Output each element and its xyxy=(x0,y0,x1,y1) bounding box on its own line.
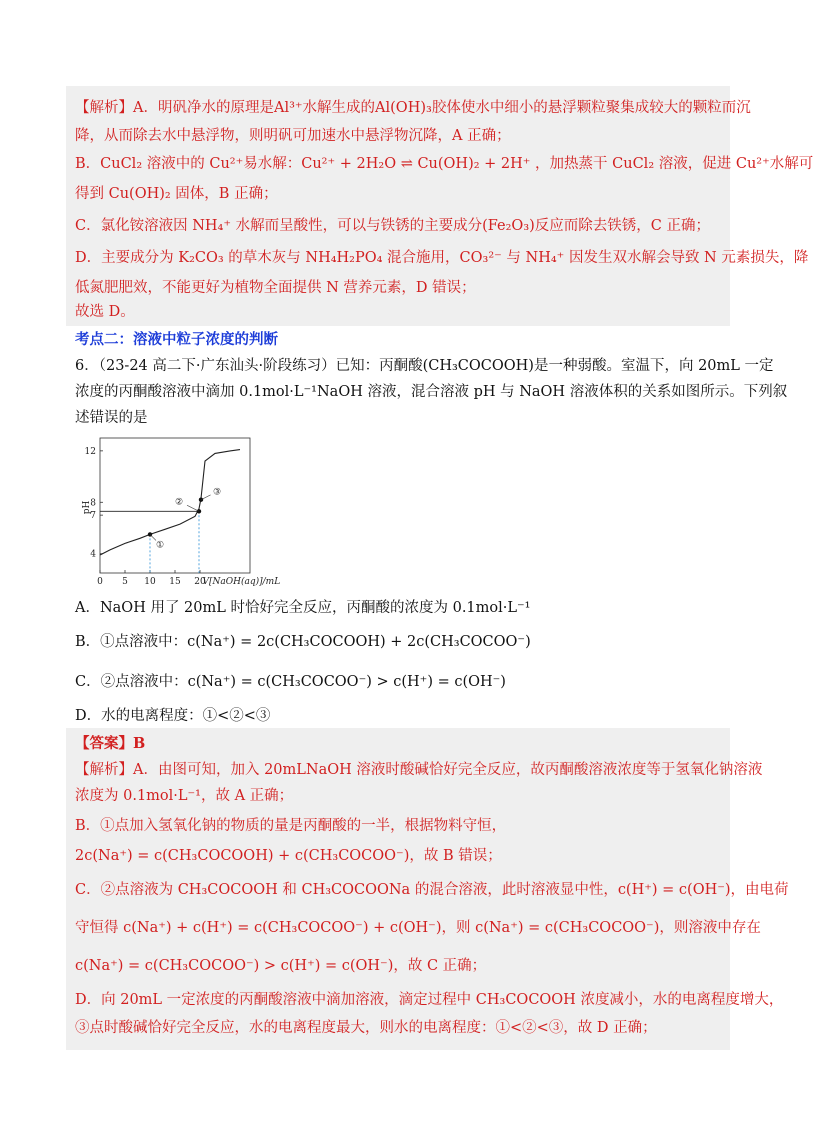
y-tick-label-0: 4 xyxy=(90,549,96,560)
analysis2-line-1: 【解析】A．由图可知，加入 20mLNaOH 溶液时酸碱恰好完全反应，故丙酮酸溶液浓度等于氢氧化钠溶液 xyxy=(75,762,763,778)
analysis1-line-1: 【解析】A．明矾净水的原理是Al³⁺水解生成的Al(OH)₃胶体使水中细小的悬浮颗粒聚集成较大的颗粒而沉 xyxy=(75,100,751,116)
point-leader-3 xyxy=(201,495,211,500)
option-c: C．②点溶液中：c(Na⁺) = c(CH₃COCOO⁻) > c(H⁺) = c(OH⁻) xyxy=(75,674,506,690)
titration-curve xyxy=(100,450,240,555)
analysis1-line-2: 降，从而除去水中悬浮物，则明矾可加速水中悬浮物沉降，A 正确； xyxy=(75,128,511,144)
x-tick-label-3: 15 xyxy=(169,577,181,587)
analysis2-line-6: 守恒得 c(Na⁺) + c(H⁺) = c(CH₃COCOO⁻) + c(OH⁻)，则 c(Na⁺) = c(CH₃COCOO⁻)，则溶液中存在 xyxy=(75,920,761,936)
analysis1-line-3: B．CuCl₂ 溶液中的 Cu²⁺易水解：Cu²⁺ + 2H₂O ⇌ Cu(OH)₂ + 2H⁺ ，加热蒸干 CuCl₂ 溶液，促进 Cu²⁺水解可 xyxy=(75,156,813,172)
analysis2-line-3: B．①点加入氢氧化钠的物质的量是丙酮酸的一半，根据物料守恒， xyxy=(75,818,507,834)
option-a: A．NaOH 用了 20mL 时恰好完全反应，丙酮酸的浓度为 0.1mol·L⁻¹ xyxy=(75,600,531,616)
titration-chart xyxy=(84,432,314,587)
analysis2-line-2: 浓度为 0.1mol·L⁻¹，故 A 正确； xyxy=(75,788,294,804)
option-d: D．水的电离程度：①<②<③ xyxy=(75,708,271,724)
y-tick-label-1: 7 xyxy=(90,511,96,522)
section-title: 考点二：溶液中粒子浓度的判断 xyxy=(75,331,278,348)
point-leader-2 xyxy=(187,505,199,511)
analysis2-line-5: C．②点溶液为 CH₃COCOOH 和 CH₃COCOONa 的混合溶液，此时溶液显中性，c(H⁺) = c(OH⁻)，由电荷 xyxy=(75,882,789,898)
y-tick-label-2: 8 xyxy=(90,498,96,509)
analysis2-line-9: ③点时酸碱恰好完全反应，水的电离程度最大，则水的电离程度：①<②<③，故 D 正确； xyxy=(75,1020,657,1036)
analysis1-line-8: 故选 D。 xyxy=(75,304,135,320)
question-line-2: 浓度的丙酮酸溶液中滴加 0.1mol·L⁻¹NaOH 溶液，混合溶液 pH 与 NaOH 溶液体积的关系如图所示。下列叙 xyxy=(75,384,788,400)
analysis2-line-8: D．向 20mL 一定浓度的丙酮酸溶液中滴加溶液，滴定过程中 CH₃COCOOH 浓度减小，水的电离程度增大， xyxy=(75,992,784,1008)
analysis1-line-4: 得到 Cu(OH)₂ 固体，B 正确； xyxy=(75,186,278,202)
point-3 xyxy=(199,498,203,502)
point-label-1: ① xyxy=(155,540,165,551)
y-axis-label: pH xyxy=(82,500,92,515)
x-tick-label-2: 10 xyxy=(144,577,156,587)
x-tick-label-4: 20 xyxy=(194,577,206,587)
x-tick-label-1: 5 xyxy=(122,577,128,587)
analysis1-line-7: 低氮肥肥效，不能更好为植物全面提供 N 营养元素，D 错误； xyxy=(75,280,476,296)
answer-label: 【答案】B xyxy=(75,735,146,752)
option-b: B．①点溶液中：c(Na⁺) = 2c(CH₃COCOOH) + 2c(CH₃COCOO⁻) xyxy=(75,634,531,650)
analysis1-line-5: C．氯化铵溶液因 NH₄⁺ 水解而呈酸性，可以与铁锈的主要成分(Fe₂O₃)反应而除去铁锈，C 正确； xyxy=(75,218,710,234)
x-tick-label-0: 0 xyxy=(97,577,103,587)
x-axis-label: V[NaOH(aq)]/mL xyxy=(202,577,281,587)
analysis2-line-4: 2c(Na⁺) = c(CH₃COCOOH) + c(CH₃COCOO⁻)，故 B 错误； xyxy=(75,848,502,864)
question-line-1: 6．（23-24 高二下·广东汕头·阶段练习）已知：丙酮酸(CH₃COCOOH)是一种弱酸。室温下，向 20mL 一定 xyxy=(75,358,774,374)
point-label-3: ③ xyxy=(212,487,222,498)
analysis2-line-7: c(Na⁺) = c(CH₃COCOO⁻) > c(H⁺) = c(OH⁻)，故 C 正确； xyxy=(75,958,487,974)
analysis1-line-6: D．主要成分为 K₂CO₃ 的草木灰与 NH₄H₂PO₄ 混合施用，CO₃²⁻ 与 NH₄⁺ 因发生双水解会导致 N 元素损失，降 xyxy=(75,250,809,266)
question-line-3: 述错误的是 xyxy=(75,410,148,426)
y-tick-label-3: 12 xyxy=(84,446,96,457)
point-label-2: ② xyxy=(174,497,184,508)
